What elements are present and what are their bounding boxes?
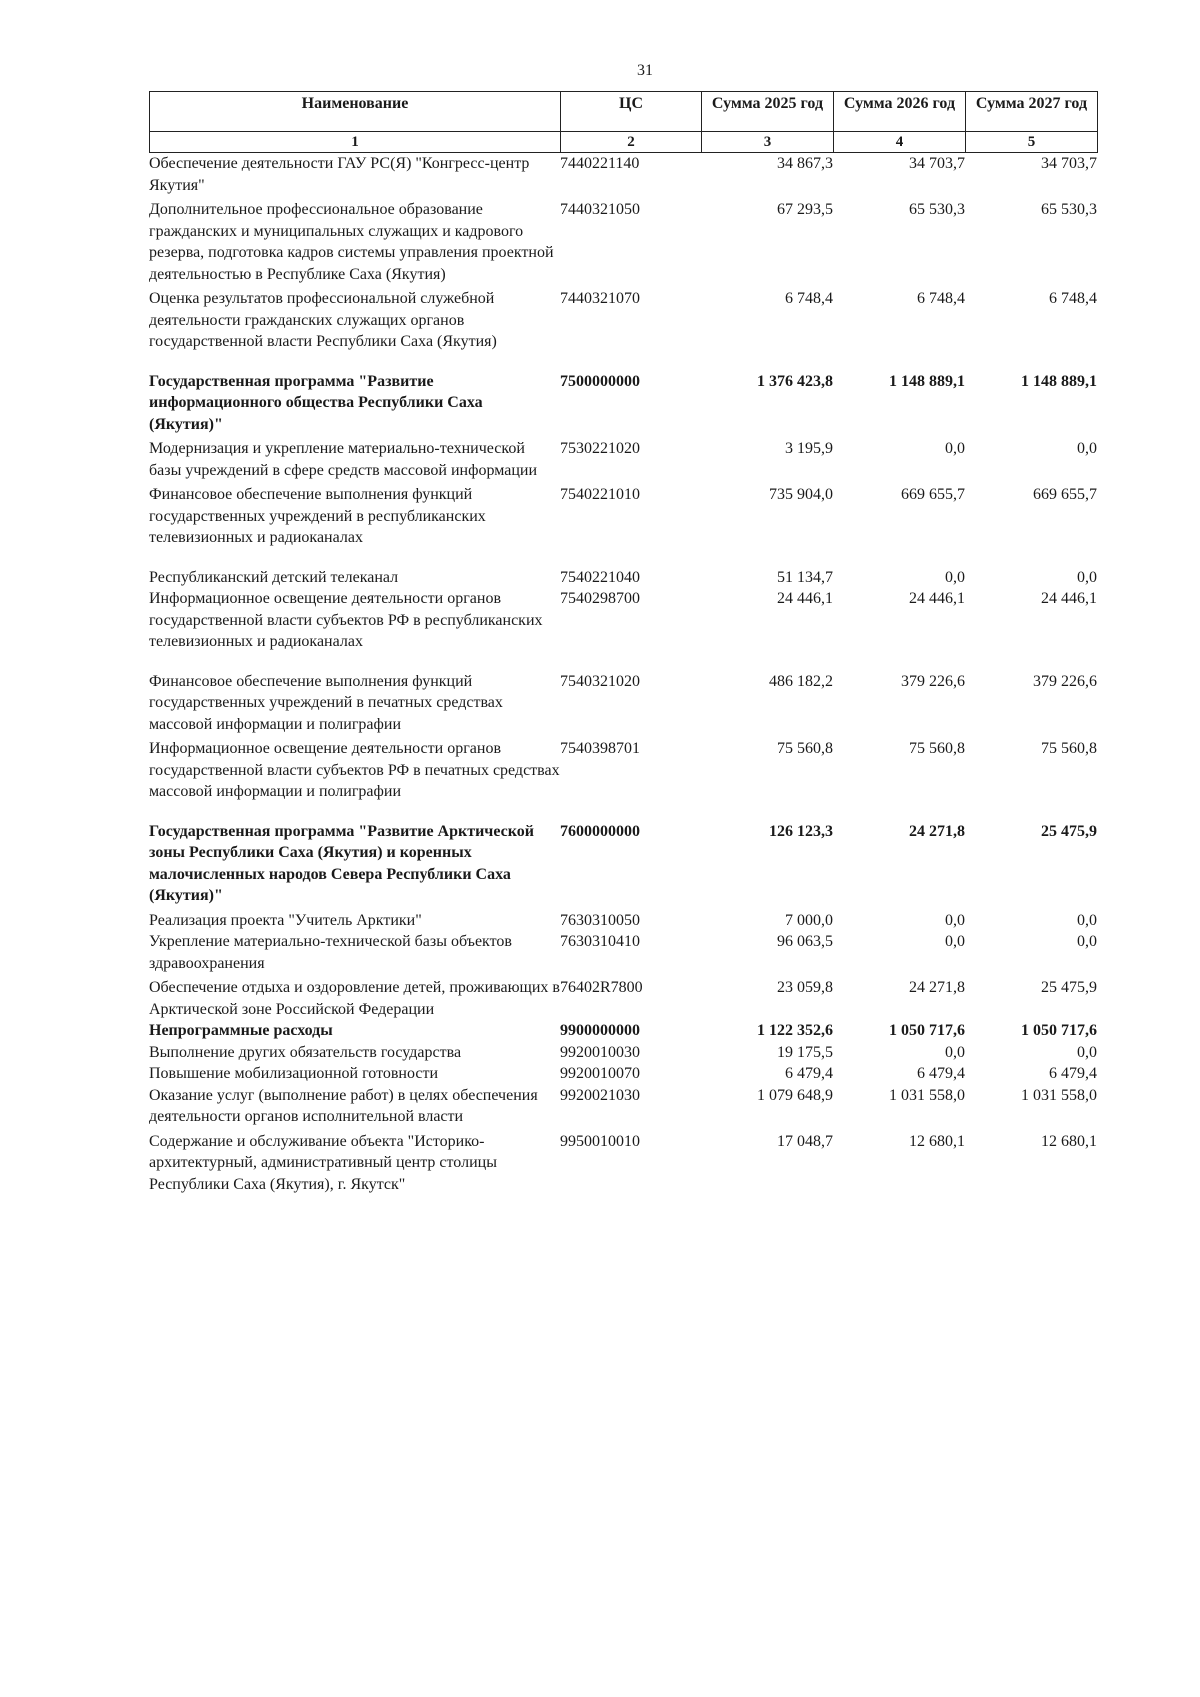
row-name: Выполнение других обязательств государства <box>149 1043 462 1061</box>
row-code: 9900000000 <box>560 1022 640 1039</box>
row-code: 9920010030 <box>560 1043 640 1061</box>
row-sum-2027: 12 680,1 <box>1041 1132 1097 1150</box>
table-row <box>149 153 1097 199</box>
column-number-3: 3 <box>702 132 834 153</box>
header-sum-2026: Сумма 2026 год <box>834 92 966 132</box>
table-row <box>149 1042 1097 1064</box>
row-sum-2026: 0,0 <box>945 440 965 457</box>
row-code: 7540398701 <box>560 740 640 757</box>
row-name: Финансовое обеспечение выполнения функций государственных учреждений в республиканских телевизионных и радиоканалах <box>149 486 486 546</box>
column-number-2: 2 <box>561 132 702 153</box>
row-sum-2026: 379 226,6 <box>901 672 965 690</box>
table-row <box>149 567 1097 589</box>
row-sum-2025: 51 134,7 <box>777 568 833 586</box>
row-name: Реализация проекта "Учитель Арктики" <box>149 911 422 929</box>
table-row <box>149 910 1097 932</box>
row-sum-2026: 6 748,4 <box>917 290 965 307</box>
row-name: Финансовое обеспечение выполнения функций государственных учреждений в печатных средствах массовой информации и полиграфии <box>149 672 503 733</box>
row-sum-2027: 379 226,6 <box>1033 672 1097 690</box>
row-sum-2025: 1 122 352,6 <box>757 1022 833 1039</box>
row-sum-2025: 17 048,7 <box>777 1132 833 1150</box>
row-name: Дополнительное профессиональное образование гражданских и муниципальных служащих и кадрового резерва, подготовка кадров системы управления проектной деятельностью в Республике Саха (Якутия) <box>149 201 554 283</box>
table-row <box>149 671 1097 739</box>
row-sum-2025: 6 748,4 <box>785 290 833 307</box>
row-sum-2027: 25 475,9 <box>1041 979 1097 996</box>
row-sum-2026: 65 530,3 <box>909 201 965 218</box>
header-sum-2027: Сумма 2027 год <box>966 92 1098 132</box>
row-sum-2025: 1 376 423,8 <box>757 372 833 390</box>
row-code: 7440221140 <box>560 155 640 172</box>
row-sum-2025: 1 079 648,9 <box>757 1086 833 1104</box>
row-sum-2027: 669 655,7 <box>1033 486 1097 503</box>
row-sum-2025: 75 560,8 <box>777 740 833 757</box>
row-name: Повышение мобилизационной готовности <box>149 1065 439 1082</box>
row-sum-2026: 1 031 558,0 <box>889 1086 965 1104</box>
row-sum-2027: 65 530,3 <box>1041 201 1097 218</box>
row-sum-2026: 669 655,7 <box>901 486 965 503</box>
row-sum-2026: 75 560,8 <box>909 740 965 757</box>
header-name: Наименование <box>150 92 561 132</box>
row-sum-2026: 1 050 717,6 <box>889 1022 965 1039</box>
row-sum-2027: 6 479,4 <box>1049 1065 1097 1082</box>
row-name: Информационное освещение деятельности органов государственной власти субъектов РФ в печатных средствах массовой информации и полиграфии <box>149 740 560 800</box>
row-code: 7540321020 <box>560 672 640 690</box>
row-sum-2027: 24 446,1 <box>1041 590 1097 607</box>
row-sum-2026: 24 271,8 <box>909 822 965 840</box>
row-code: 7630310050 <box>560 911 640 929</box>
row-code: 7630310410 <box>560 933 640 950</box>
table-row <box>149 1131 1097 1196</box>
row-code: 9920021030 <box>560 1086 640 1104</box>
row-name: Государственная программа "Развитие Арктической зоны Республики Саха (Якутия) и коренных малочисленных народов Севера Республики Саха (Якутия)" <box>149 822 534 904</box>
row-code: 9950010010 <box>560 1132 640 1150</box>
row-name: Обеспечение деятельности ГАУ РС(Я) "Конгресс-центр Якутия" <box>149 155 530 194</box>
row-sum-2026: 12 680,1 <box>909 1132 965 1150</box>
table-header <box>149 91 1098 153</box>
table-row-program <box>149 1020 1097 1042</box>
budget-table <box>149 153 1097 1195</box>
table-row <box>149 1085 1097 1131</box>
row-name: Информационное освещение деятельности органов государственной власти субъектов РФ в республиканских телевизионных и радиоканалах <box>149 590 543 650</box>
table-row <box>149 738 1097 821</box>
row-sum-2026: 0,0 <box>945 568 965 586</box>
table-row-program <box>149 821 1097 910</box>
row-code: 9920010070 <box>560 1065 640 1082</box>
table-row <box>149 588 1097 671</box>
row-sum-2025: 486 182,2 <box>769 672 833 690</box>
row-sum-2025: 19 175,5 <box>777 1043 833 1061</box>
row-sum-2025: 126 123,3 <box>769 822 833 840</box>
row-sum-2027: 0,0 <box>1077 933 1097 950</box>
row-sum-2026: 24 446,1 <box>909 590 965 607</box>
table-row <box>149 288 1097 371</box>
row-code: 7500000000 <box>560 372 640 390</box>
row-sum-2025: 6 479,4 <box>785 1065 833 1082</box>
row-code: 7440321050 <box>560 201 640 218</box>
row-sum-2027: 1 031 558,0 <box>1021 1086 1097 1104</box>
row-sum-2026: 0,0 <box>945 933 965 950</box>
row-name: Государственная программа "Развитие информационного общества Республики Саха (Якутия)" <box>149 372 483 433</box>
row-name: Модернизация и укрепление материально-технической базы учреждений в сфере средств массовой информации <box>149 440 538 479</box>
row-sum-2025: 23 059,8 <box>777 979 833 996</box>
row-name: Содержание и обслуживание объекта "Историко-архитектурный, административный центр столицы Республики Саха (Якутия), г. Якутск" <box>149 1132 497 1193</box>
table-row-program <box>149 371 1097 439</box>
row-sum-2027: 25 475,9 <box>1041 822 1097 840</box>
column-number-5: 5 <box>966 132 1098 153</box>
row-sum-2027: 0,0 <box>1077 568 1097 586</box>
row-name: Республиканский детский телеканал <box>149 568 399 586</box>
row-sum-2027: 0,0 <box>1077 1043 1097 1061</box>
row-code: 7440321070 <box>560 290 640 307</box>
row-sum-2025: 735 904,0 <box>769 486 833 503</box>
row-sum-2027: 0,0 <box>1077 911 1097 929</box>
row-sum-2027: 34 703,7 <box>1041 155 1097 172</box>
table-row <box>149 977 1097 1020</box>
table-row <box>149 484 1097 567</box>
row-name: Оценка результатов профессиональной служебной деятельности гражданских служащих органов государственной власти Республики Саха (Якутия) <box>149 290 497 350</box>
row-sum-2026: 0,0 <box>945 911 965 929</box>
table-row <box>149 931 1097 977</box>
row-sum-2025: 67 293,5 <box>777 201 833 218</box>
table-row <box>149 1063 1097 1085</box>
table-row <box>149 199 1097 288</box>
row-sum-2025: 3 195,9 <box>785 440 833 457</box>
row-name: Укрепление материально-технической базы объектов здравоохранения <box>149 933 512 972</box>
row-sum-2026: 6 479,4 <box>917 1065 965 1082</box>
row-sum-2025: 96 063,5 <box>777 933 833 950</box>
row-sum-2027: 1 148 889,1 <box>1021 372 1097 390</box>
column-number-1: 1 <box>150 132 561 153</box>
row-name: Обеспечение отдыха и оздоровление детей, проживающих в Арктической зоне Российской Федерации <box>149 979 560 1018</box>
table-row <box>149 438 1097 484</box>
row-sum-2025: 24 446,1 <box>777 590 833 607</box>
page-number: 31 <box>637 62 653 79</box>
row-sum-2025: 34 867,3 <box>777 155 833 172</box>
row-code: 7540298700 <box>560 590 640 607</box>
row-code: 7600000000 <box>560 822 640 840</box>
header-sum-2025: Сумма 2025 год <box>702 92 834 132</box>
row-sum-2026: 0,0 <box>945 1043 965 1061</box>
row-sum-2025: 7 000,0 <box>785 911 833 929</box>
row-sum-2027: 75 560,8 <box>1041 740 1097 757</box>
row-code: 7540221040 <box>560 568 640 586</box>
row-sum-2026: 24 271,8 <box>909 979 965 996</box>
row-sum-2027: 6 748,4 <box>1049 290 1097 307</box>
header-code: ЦС <box>561 92 702 132</box>
row-sum-2026: 1 148 889,1 <box>889 372 965 390</box>
row-sum-2027: 1 050 717,6 <box>1021 1022 1097 1039</box>
row-sum-2026: 34 703,7 <box>909 155 965 172</box>
row-name: Непрограммные расходы <box>149 1022 333 1039</box>
row-code: 76402R7800 <box>560 979 643 996</box>
row-code: 7540221010 <box>560 486 640 503</box>
row-code: 7530221020 <box>560 440 640 457</box>
column-number-4: 4 <box>834 132 966 153</box>
row-name: Оказание услуг (выполнение работ) в целях обеспечения деятельности органов исполнительной власти <box>149 1086 538 1125</box>
row-sum-2027: 0,0 <box>1077 440 1097 457</box>
